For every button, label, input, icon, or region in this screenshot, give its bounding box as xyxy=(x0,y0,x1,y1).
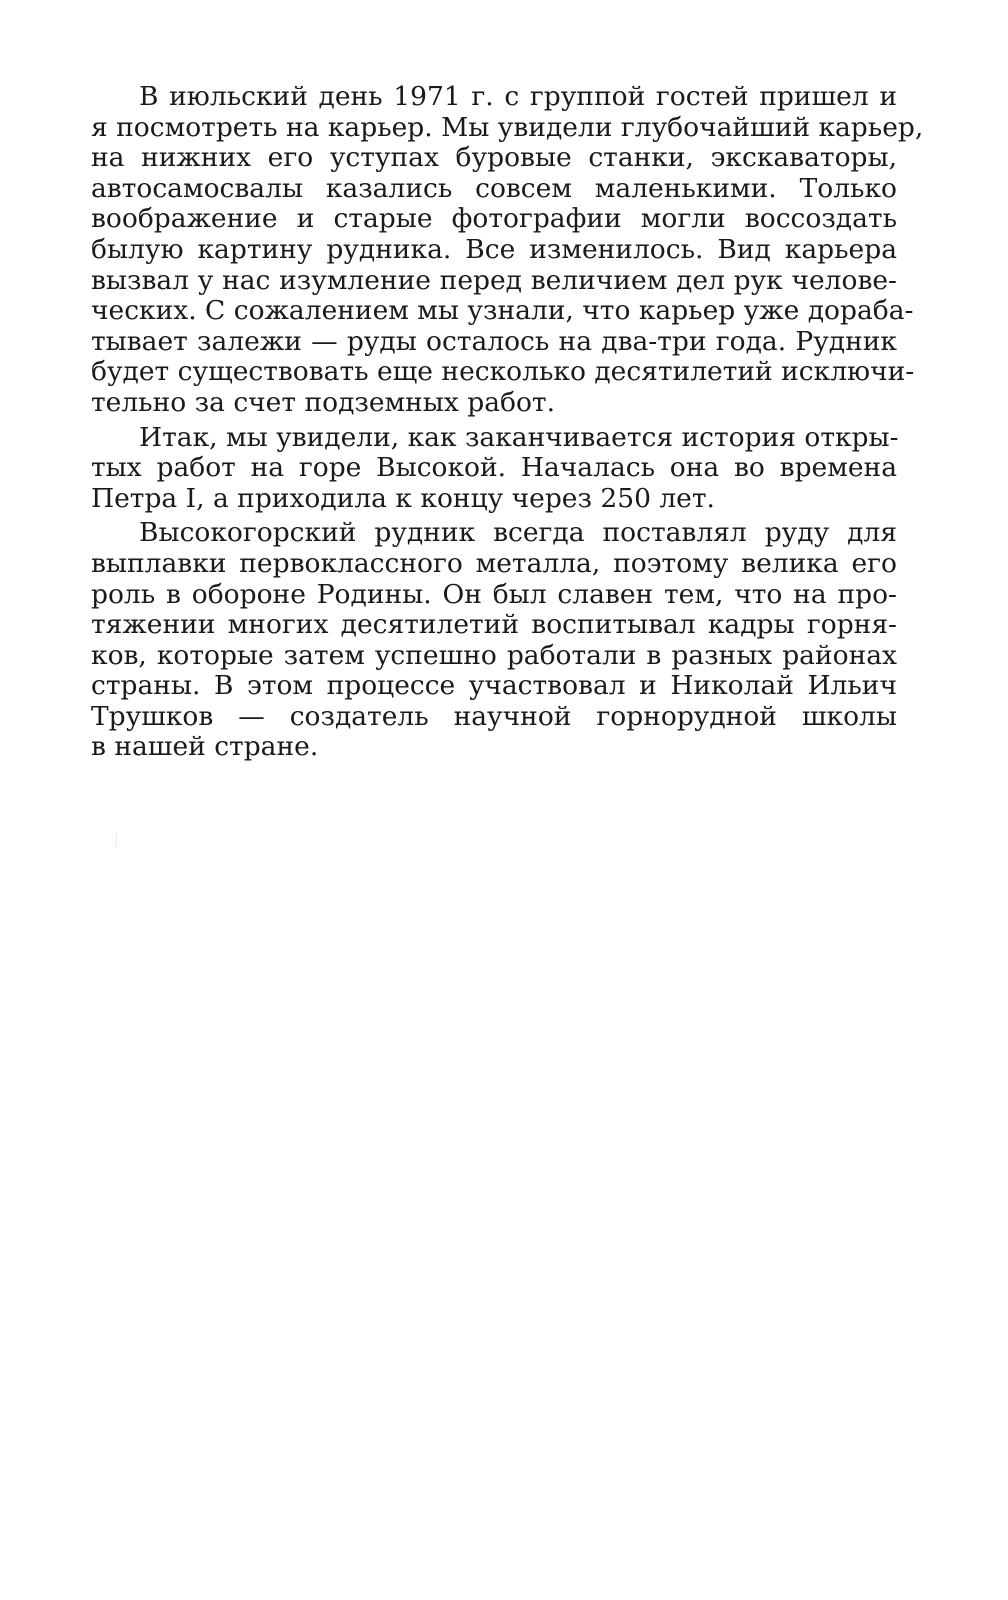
text-line: Трушков — создатель научной горнорудной школы xyxy=(91,700,897,732)
text-line: на нижних его уступах буровые станки, экскаваторы, xyxy=(91,142,897,174)
paragraph-3 xyxy=(91,518,897,763)
text-line: страны. В этом процессе участвовал и Николай Ильич xyxy=(91,670,897,702)
text-line: выплавки первоклассного металла, поэтому велика его xyxy=(91,547,897,579)
text-line: Итак, мы увидели, как заканчивается история откры- xyxy=(139,421,899,453)
body-text xyxy=(91,81,924,767)
text-line: тых работ на горе Высокой. Началась она во времена xyxy=(91,452,897,484)
text-line: Петра I, а приходила к концу через 250 лет. xyxy=(91,482,715,514)
text-line: я посмотреть на карьер. Мы увидели глубочайший карьер, xyxy=(91,111,924,143)
text-line: тельно за счет подземных работ. xyxy=(91,386,556,418)
text-line: Высокогорский рудник всегда поставлял руду для xyxy=(139,517,897,549)
text-line: тяжении многих десятилетий воспитывал кадры горня- xyxy=(91,609,897,641)
scan-speck xyxy=(116,834,120,848)
text-line: вызвал у нас изумление перед величием дел рук челове- xyxy=(91,264,897,296)
text-line: воображение и старые фотографии могли воссоздать xyxy=(91,203,897,235)
text-line: в нашей стране. xyxy=(91,731,319,763)
text-line: ческих. С сожалением мы узнали, что карьер уже дораба- xyxy=(91,295,914,327)
paragraph-2 xyxy=(91,423,897,515)
text-line: автосамосвалы казались совсем маленькими. Только xyxy=(91,172,897,204)
text-line: роль в обороне Родины. Он был славен тем, что на про- xyxy=(91,578,897,610)
text-line: будет существовать еще несколько десятилетий исключи- xyxy=(91,356,915,388)
text-line: В июльский день 1971 г. с группой гостей пришел и xyxy=(139,81,897,112)
text-line: ков, которые затем успешно работали в разных районах xyxy=(91,639,897,671)
text-line: тывает залежи — руды осталось на два-три года. Рудник xyxy=(91,325,897,357)
text-line: былую картину рудника. Все изменилось. Вид карьера xyxy=(91,233,897,265)
paragraph-1 xyxy=(91,81,924,419)
